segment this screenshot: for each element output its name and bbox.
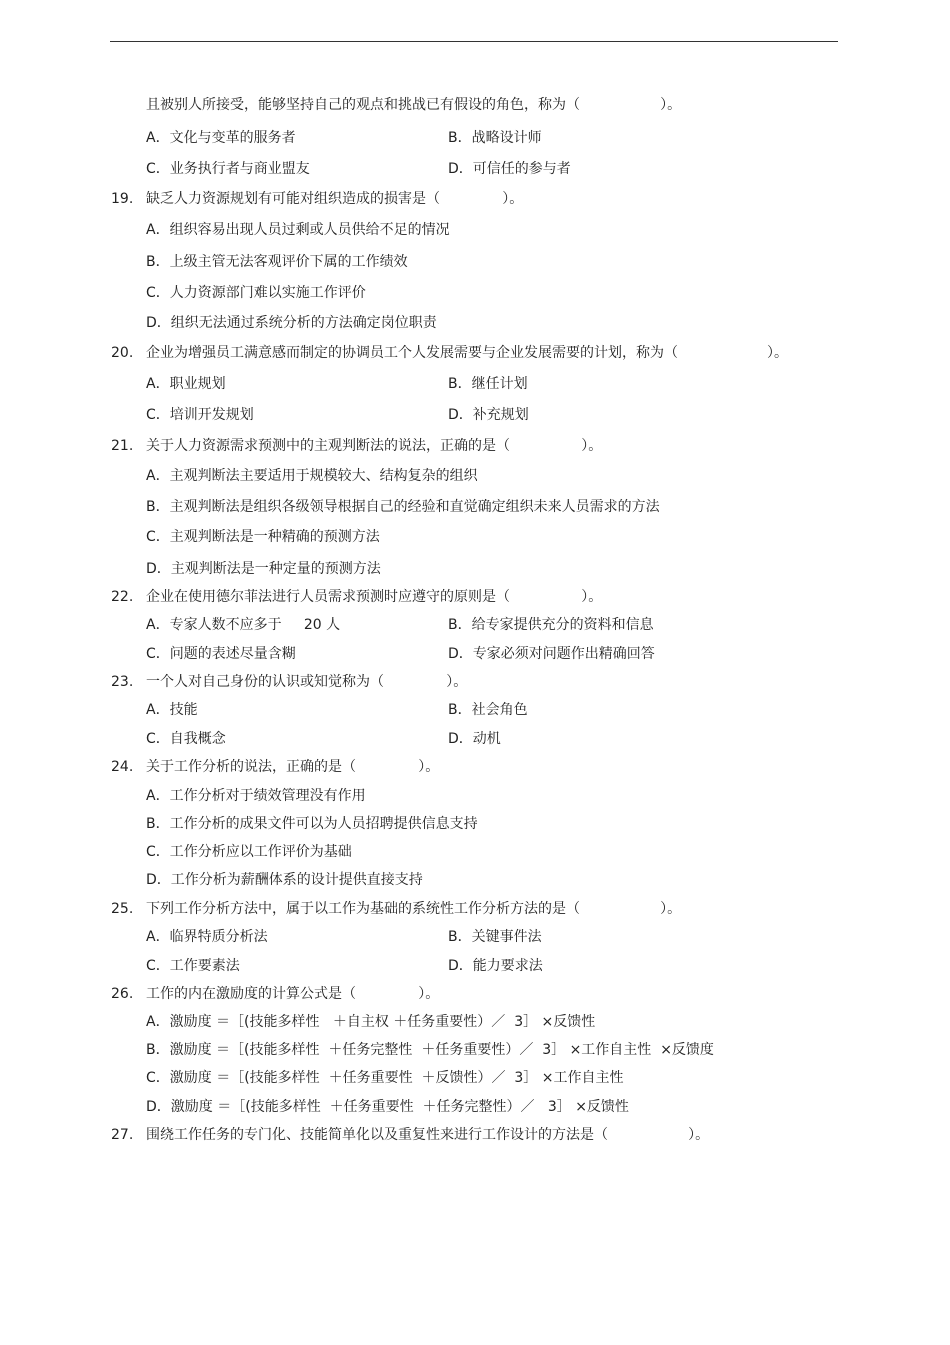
q22-option-a: A．专家人数不应多于 20 人	[146, 617, 341, 633]
q23-option-b: B．社会角色	[448, 702, 528, 718]
q23-stem: 一个人对自己身份的认识或知觉称为（ ）。	[146, 674, 468, 690]
q27-number: 27.	[111, 1127, 134, 1143]
q23-option-d: D．动机	[448, 731, 501, 747]
q18-option-d: D．可信任的参与者	[448, 161, 571, 177]
q24-option-d: D．工作分析为薪酬体系的设计提供直接支持	[146, 872, 423, 888]
q24-number: 24.	[111, 759, 134, 775]
q21-option-d: D．主观判断法是一种定量的预测方法	[146, 561, 381, 577]
q23-number: 23.	[111, 674, 134, 690]
q21-number: 21.	[111, 438, 134, 454]
q21-option-a: A．主观判断法主要适用于规模较大、结构复杂的组织	[146, 468, 478, 484]
header-rule	[110, 41, 838, 42]
q22-stem: 企业在使用德尔菲法进行人员需求预测时应遵守的原则是（ ）。	[146, 589, 603, 605]
q25-number: 25.	[111, 901, 134, 917]
q26-option-d: D．激励度 ＝［(技能多样性 ＋任务重要性 ＋任务完整性）／ 3］ ×反馈性	[146, 1099, 629, 1115]
q19-number: 19.	[111, 191, 134, 207]
q20-stem: 企业为增强员工满意感而制定的协调员工个人发展需要与企业发展需要的计划，称为（ ）。	[146, 345, 789, 361]
q24-option-a: A．工作分析对于绩效管理没有作用	[146, 788, 366, 804]
q22-option-d: D．专家必须对问题作出精确回答	[448, 646, 655, 662]
q19-option-a: A．组织容易出现人员过剩或人员供给不足的情况	[146, 222, 450, 238]
q20-option-b: B．继任计划	[448, 376, 528, 392]
q23-option-c: C．自我概念	[146, 731, 226, 747]
q27-stem: 围绕工作任务的专门化、技能简单化以及重复性来进行工作设计的方法是（ ）。	[146, 1127, 710, 1143]
q18-option-c: C．业务执行者与商业盟友	[146, 161, 310, 177]
q25-stem: 下列工作分析方法中，属于以工作为基础的系统性工作分析方法的是（ ）。	[146, 901, 682, 917]
q21-option-c: C．主观判断法是一种精确的预测方法	[146, 529, 380, 545]
q24-stem: 关于工作分析的说法，正确的是（ ）。	[146, 759, 440, 775]
q20-option-d: D．补充规划	[448, 407, 529, 423]
q22-number: 22.	[111, 589, 134, 605]
q24-option-c: C．工作分析应以工作评价为基础	[146, 844, 352, 860]
q18-option-a: A．文化与变革的服务者	[146, 130, 296, 146]
q20-option-a: A．职业规划	[146, 376, 226, 392]
q20-number: 20.	[111, 345, 134, 361]
q22-option-c: C．问题的表述尽量含糊	[146, 646, 296, 662]
q25-option-d: D．能力要求法	[448, 958, 543, 974]
q19-stem: 缺乏人力资源规划有可能对组织造成的损害是（ ）。	[146, 191, 524, 207]
q26-option-c: C．激励度 ＝［(技能多样性 ＋任务重要性 ＋反馈性）／ 3］ ×工作自主性	[146, 1070, 624, 1086]
q25-option-b: B．关键事件法	[448, 929, 542, 945]
q25-option-c: C．工作要素法	[146, 958, 240, 974]
q26-option-b: B．激励度 ＝［(技能多样性 ＋任务完整性 ＋任务重要性）／ 3］ ×工作自主性 ×反馈度	[146, 1042, 714, 1058]
q19-option-d: D．组织无法通过系统分析的方法确定岗位职责	[146, 315, 437, 331]
q26-option-a: A．激励度 ＝［(技能多样性 ＋自主权 ＋任务重要性）／ 3］ ×反馈性	[146, 1014, 596, 1030]
q20-option-c: C．培训开发规划	[146, 407, 254, 423]
q18-stem-continued: 且被别人所接受，能够坚持自己的观点和挑战已有假设的角色，称为（ ）。	[146, 97, 682, 113]
q26-stem: 工作的内在激励度的计算公式是（ ）。	[146, 986, 440, 1002]
q19-option-c: C．人力资源部门难以实施工作评价	[146, 285, 366, 301]
q25-option-a: A．临界特质分析法	[146, 929, 268, 945]
q22-option-b: B．给专家提供充分的资料和信息	[448, 617, 654, 633]
q21-stem: 关于人力资源需求预测中的主观判断法的说法，正确的是（ ）。	[146, 438, 603, 454]
q18-option-b: B．战略设计师	[448, 130, 542, 146]
q21-option-b: B．主观判断法是组织各级领导根据自己的经验和直觉确定组织未来人员需求的方法	[146, 499, 660, 515]
q19-option-b: B．上级主管无法客观评价下属的工作绩效	[146, 254, 408, 270]
q23-option-a: A．技能	[146, 702, 198, 718]
q24-option-b: B．工作分析的成果文件可以为人员招聘提供信息支持	[146, 816, 478, 832]
q26-number: 26.	[111, 986, 134, 1002]
